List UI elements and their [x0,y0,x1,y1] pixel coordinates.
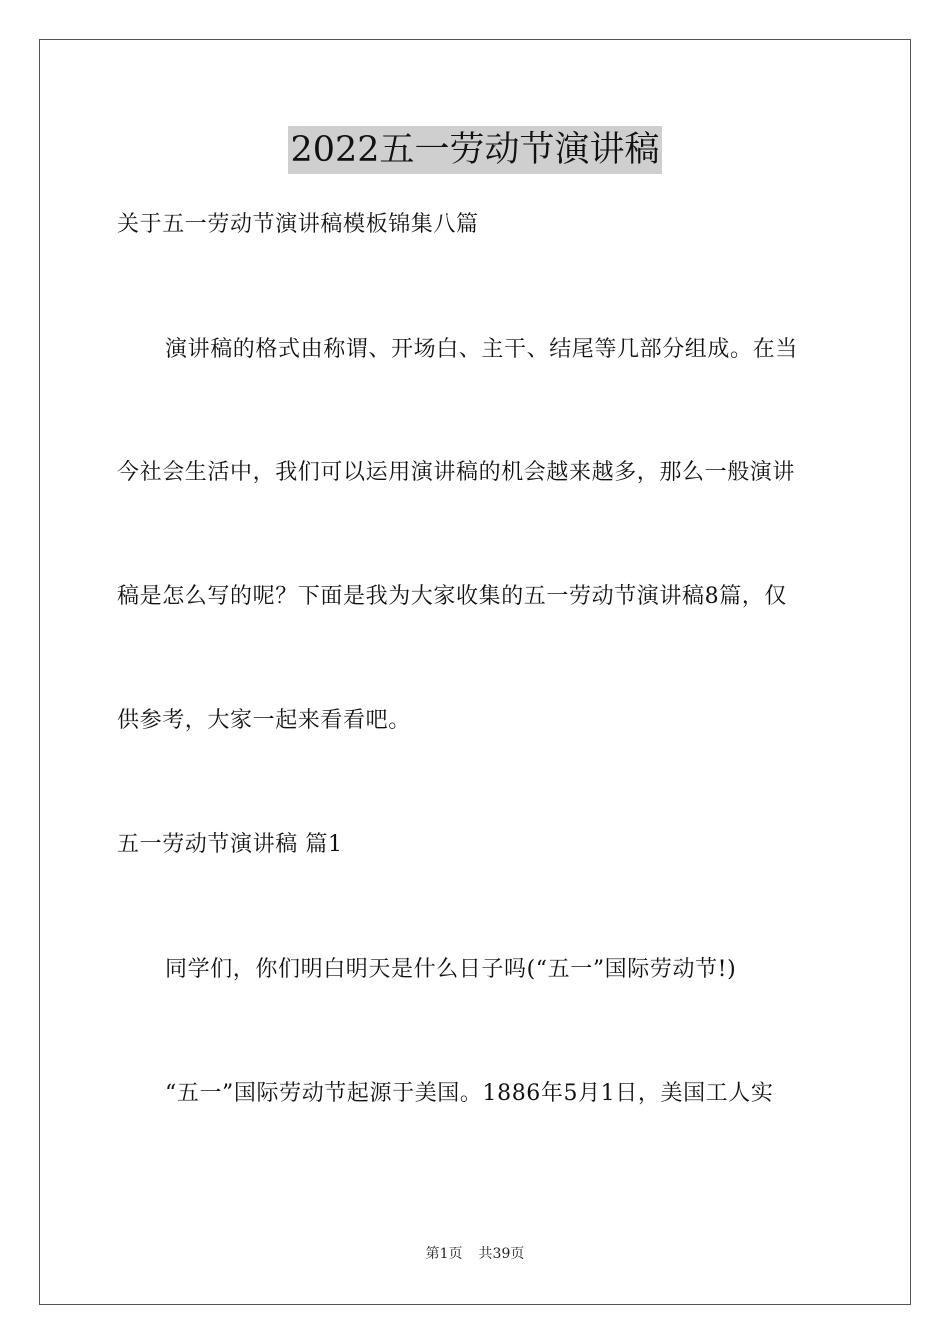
title-container [0,126,950,174]
subtitle-line: 关于五一劳动节演讲稿模板锦集八篇 [117,212,479,237]
paragraph-line: 今社会生活中，我们可以运用演讲稿的机会越来越多，那么一般演讲 [117,460,796,485]
paragraph-line: 同学们，你们明白明天是什么日子吗(“五一”国际劳动节!) [165,957,737,982]
document-title: 2022五一劳动节演讲稿 [288,126,661,174]
section-heading: 五一劳动节演讲稿 篇1 [117,832,343,857]
paragraph-line: 稿是怎么写的呢？下面是我为大家收集的五一劳动节演讲稿8篇，仅 [117,584,787,609]
page-total: 共39页 [478,1246,525,1262]
page-footer [0,1244,950,1264]
paragraph-line: “五一”国际劳动节起源于美国。1886年5月1日，美国工人实 [165,1081,774,1106]
page-number: 第1页 [425,1246,463,1262]
paragraph-line: 供参考，大家一起来看看吧。 [117,708,411,733]
paragraph-line: 演讲稿的格式由称谓、开场白、主干、结尾等几部分组成。在当 [165,337,798,362]
